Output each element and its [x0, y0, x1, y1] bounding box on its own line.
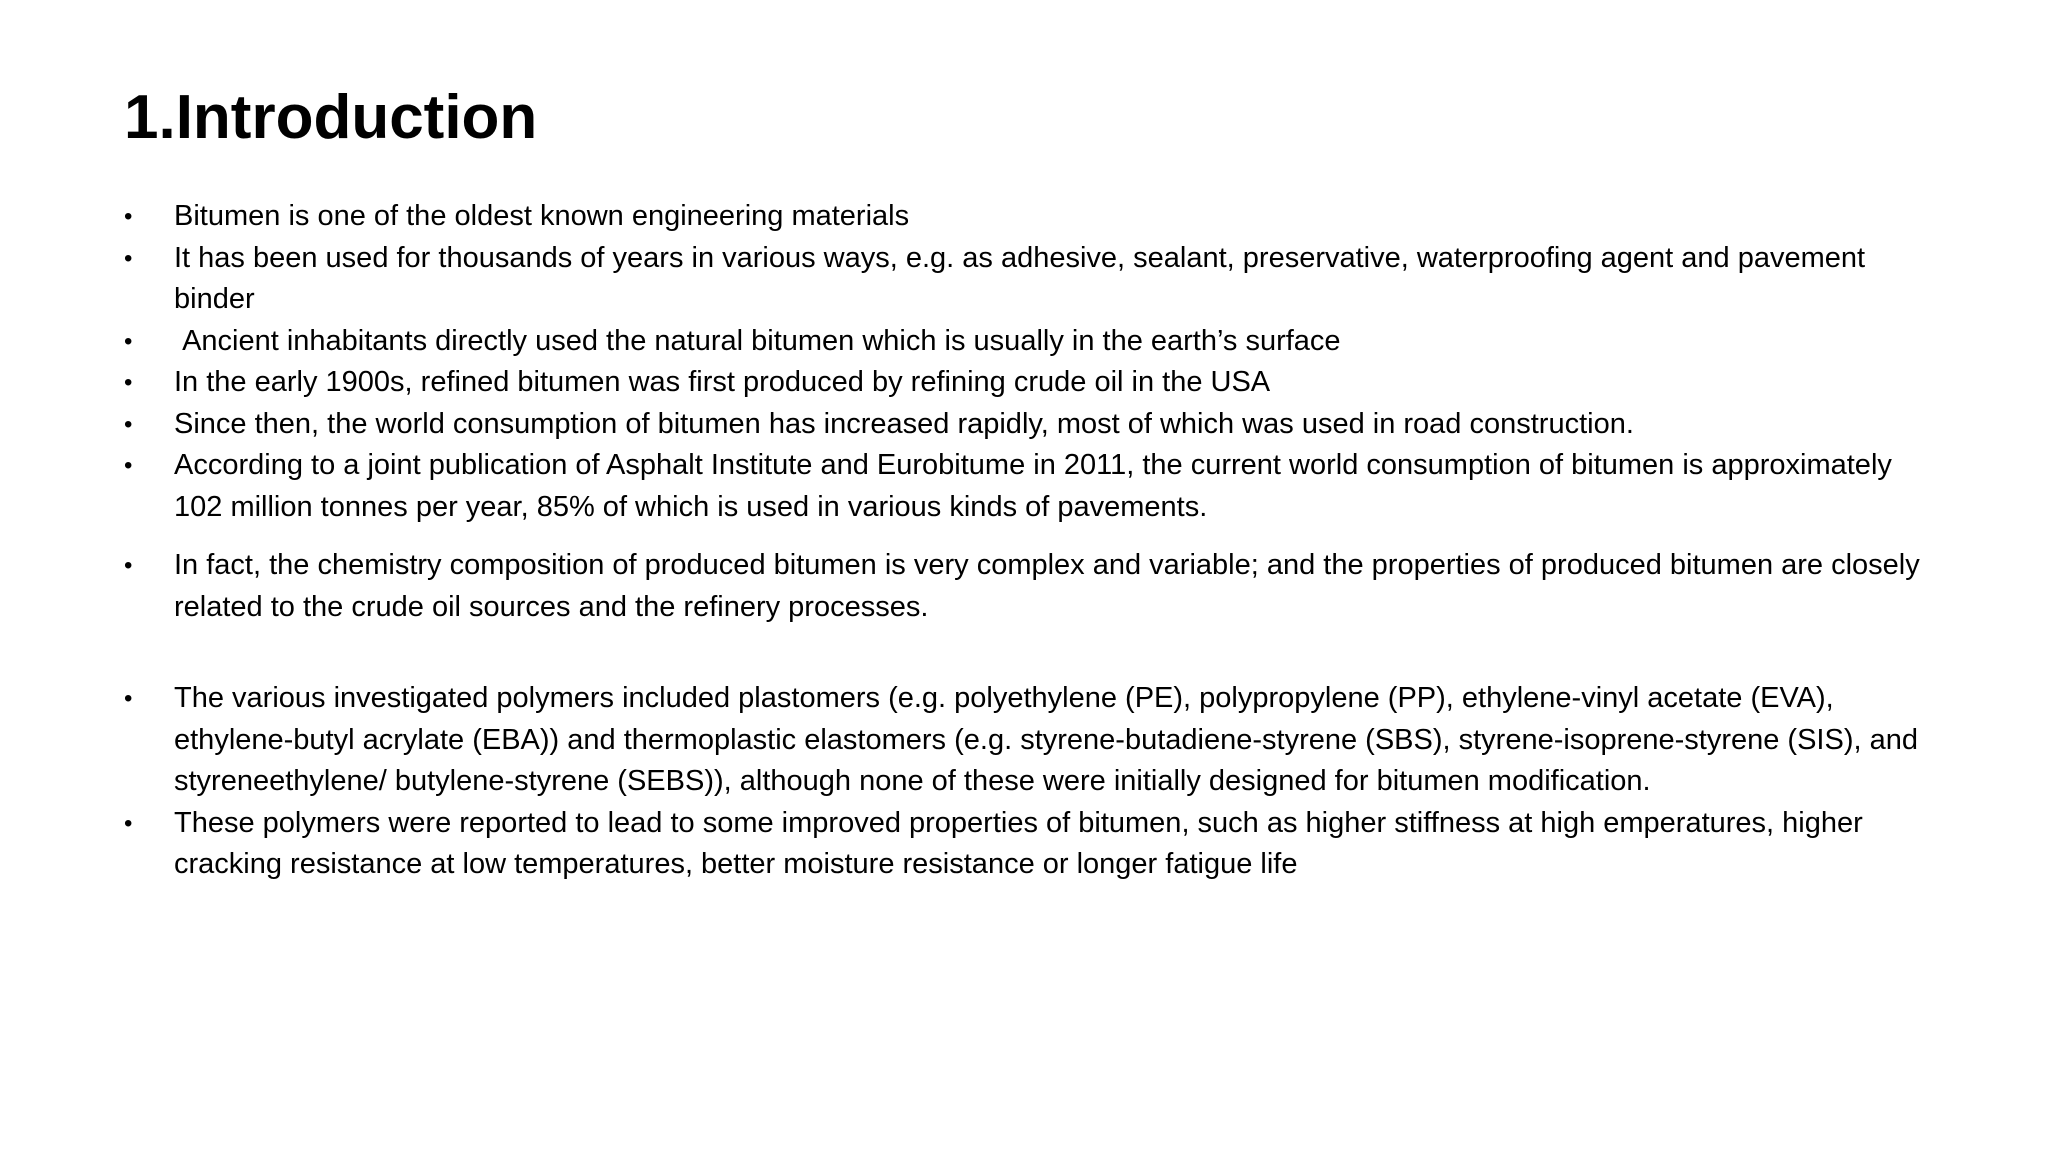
bullet-icon: • [124, 410, 133, 438]
bullet-text: These polymers were reported to lead to some improved properties of bitumen, such as higher stiffness at high emperatures, higher cracking resistance at low temperatures, better moisture resistance or longer fatigue life [174, 806, 1863, 880]
bullet-icon: • [124, 552, 133, 579]
bullet-icon: • [124, 685, 133, 712]
bullet-item [124, 803, 1924, 886]
bullet-text: According to a joint publication of Asphalt Institute and Eurobitume in 2011, the current world consumption of bitumen is approximately 102 million tonnes per year, 85% of which is used in various kinds of pavements. [174, 449, 1892, 523]
bullet-item [124, 321, 1924, 363]
bullet-text: In fact, the chemistry composition of produced bitumen is very complex and variable; and the properties of produced bitumen are closely related to the crude oil sources and the refinery processes. [174, 549, 1920, 623]
bullet-icon: • [124, 203, 133, 230]
bullet-icon: • [124, 809, 133, 837]
slide-title: 1.Introduction [124, 83, 538, 152]
bullet-text: In the early 1900s, refined bitumen was first produced by refining crude oil in the USA [174, 366, 1271, 398]
bullet-item [124, 445, 1924, 528]
bullet-text: It has been used for thousands of years in various ways, e.g. as adhesive, sealant, preservative, waterproofing agent and pavement binder [174, 241, 1866, 315]
bullet-item [124, 362, 1924, 404]
bullet-item [124, 678, 1924, 803]
bullet-icon: • [124, 244, 133, 272]
bullet-text: Ancient inhabitants directly used the natural bitumen which is usually in the earth’s surface [174, 324, 1341, 357]
bullet-text: The various investigated polymers included plastomers (e.g. polyethylene (PE), polypropylene (PP), ethylene-vinyl acetate (EVA), ethylene-butyl acrylate (EBA)) and thermoplastic elastomers (e.g. styrene-butadiene-styrene (SBS), styrene-isoprene-styrene (SIS), and styreneethylene/ butylene-styrene (SEBS)), although none of these were initially designed for bitumen modification. [174, 682, 1918, 797]
bullet-list [124, 196, 1924, 886]
bullet-item [124, 545, 1924, 628]
bullet-text: Bitumen is one of the oldest known engineering materials [174, 200, 910, 232]
bullet-item [124, 196, 1924, 238]
bullet-icon: • [124, 369, 133, 396]
bullet-item [124, 404, 1924, 446]
bullet-text: Since then, the world consumption of bitumen has increased rapidly, most of which was used in road construction. [174, 407, 1634, 440]
bullet-item [124, 238, 1924, 321]
bullet-icon: • [124, 452, 133, 479]
bullet-icon: • [124, 327, 133, 355]
